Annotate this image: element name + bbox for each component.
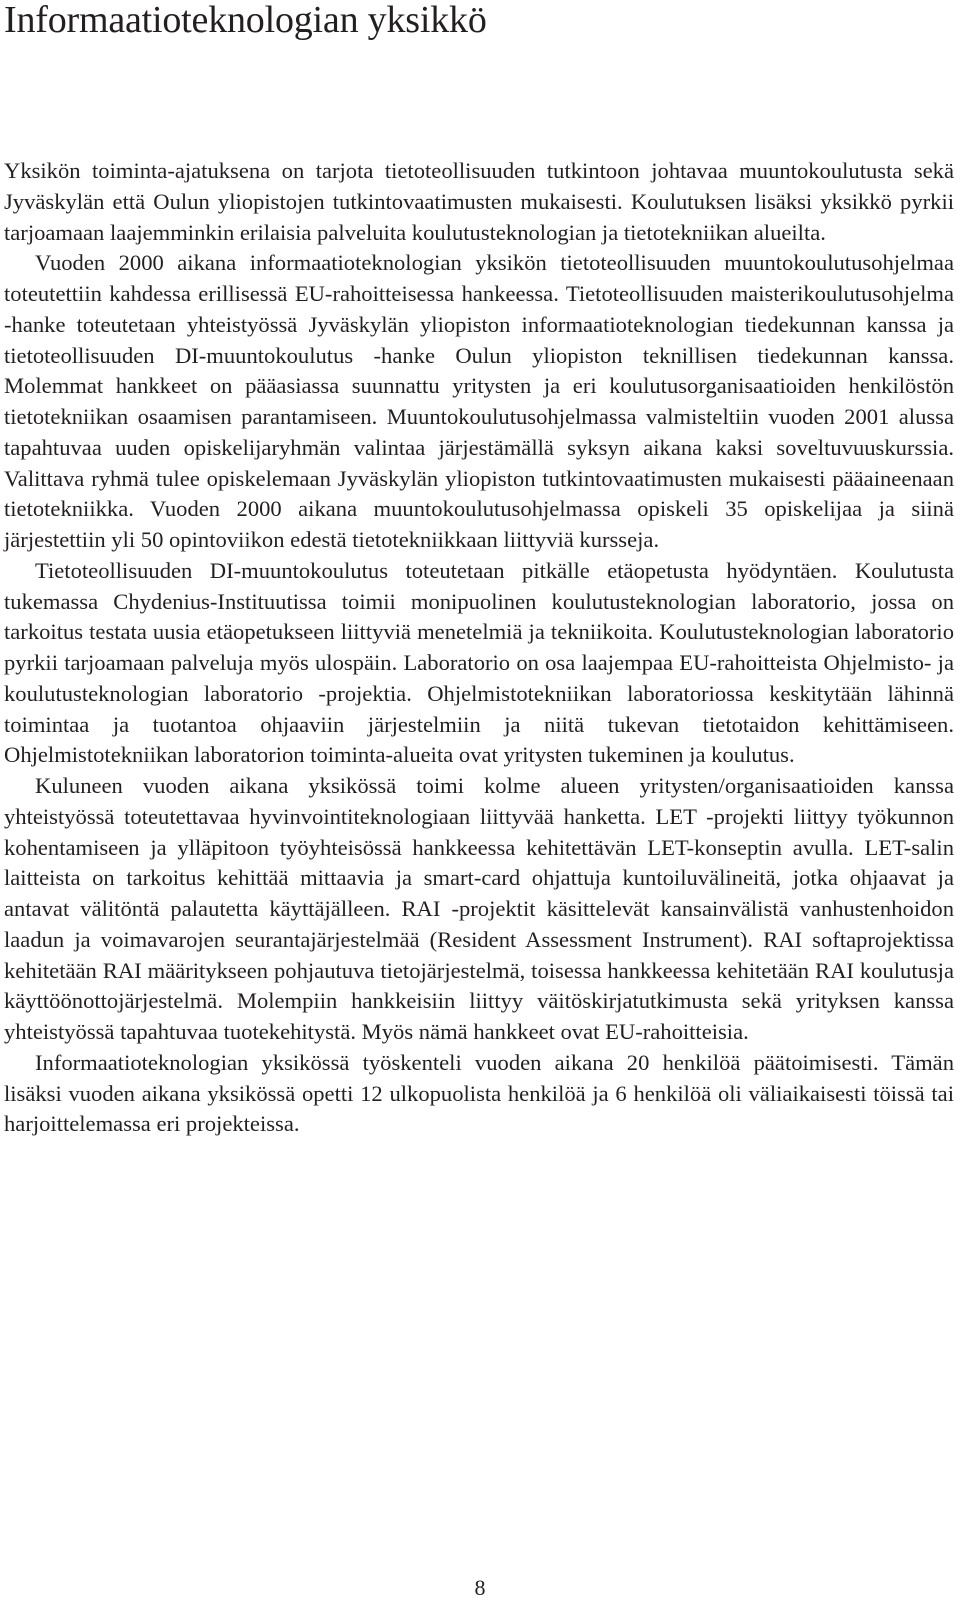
page-number: 8 xyxy=(474,1575,486,1600)
page-title: Informaatioteknologian yksikkö xyxy=(4,0,487,41)
paragraph-di-muuntokoulutus: Tietoteollisuuden DI-muuntokoulutus toteutetaan pitkälle etäopetusta hyödyntäen. Koulutusta tukemassa Chydenius-Instituutissa toimii monipuolinen koulutusteknologian laboratorio, jossa on tarkoitus testata uusia etäopetukseen liittyviä menetelmiä ja tekniikoita. Koulutusteknologian laboratorio pyrkii tarjoamaan palveluja myös ulospäin. Laboratorio on osa laajempaa EU-rahoitteista Ohjelmisto- ja koulutusteknologian laboratorio -projektia. Ohjelmistotekniikan laboratoriossa keskitytään lähinnä toimintaa ja tuotantoa ohjaaviin järjestelmiin ja niitä tukevan tietotaidon kehittämiseen. Ohjelmistotekniikan laboratorion toiminta-alueita ovat yritysten tukeminen ja koulutus. xyxy=(4,557,954,768)
paragraph-hyvinvointiteknologia: Kuluneen vuoden aikana yksikössä toimi kolme alueen yritysten/​organisaatioiden kanssa yhteistyössä toteutettavaa hyvinvointiteknologiaan liittyvää hanketta. LET -projekti liittyy työkunnon kohentamiseen ja ylläpitoon työyhteisössä hankkeessa kehitettävän LET-konseptin avulla. LET-salin laitteista on tarkoitus kehittää mittaavia ja smart-card ohjattuja kuntoiluvälineitä, jotka ohjaavat ja antavat välitöntä palautetta käyttäjälleen. RAI -projektit käsittelevät kansainvälistä vanhustenhoidon laadun ja voimavarojen seurantajärjestelmää (Resident Assessment Instrument). RAI softaprojektissa kehitetään RAI määritykseen pohjautuva tietojärjestelmä, toisessa hankkeessa kehitetään RAI koulutusja käyttöönottojärjestelmä. Molempiin hankkeisiin liittyy väitöskirjatutkimusta sekä yrityksen kanssa yhteistyössä tapahtuvaa tuotekehitystä. Myös nämä hankkeet ovat EU-rahoitteisia. xyxy=(4,773,954,1044)
paragraph-henkilosto: Informaatioteknologian yksikössä työskenteli vuoden aikana 20 henkilöä päätoimisesti. Tämän lisäksi vuoden aikana yksikössä opetti 12 ulkopuolista henkilöä ja 6 henkilöä oli väliaikaisesti töissä tai harjoittelemassa eri projekteissa. xyxy=(4,1049,954,1137)
body-text xyxy=(4,156,954,1140)
paragraph-intro: Yksikön toiminta-ajatuksena on tarjota tietoteollisuuden tutkintoon johtavaa muuntokoulutusta sekä Jyväskylän että Oulun yliopistojen tutkintovaatimusten mukaisesti. Koulutuksen lisäksi yksikkö pyrkii tarjoamaan laajemminkin erilaisia palveluita koulutusteknologian ja tietotekniikan alueilta. xyxy=(4,158,954,245)
paragraph-muuntokoulutus: Vuoden 2000 aikana informaatioteknologian yksikön tietoteollisuuden muuntokoulutusohjelmaa toteutettiin kahdessa erillisessä EU-rahoitteisessa hankeessa. Tietoteollisuuden maisterikoulutusohjelma -hanke toteutetaan yhteistyössä Jyväskylän yliopiston informaatioteknologian tiedekunnan kanssa ja tietoteollisuuden DI-muuntokoulutus -hanke Oulun yliopiston teknillisen tiedekunnan kanssa. Molemmat hankkeet on pääasiassa suunnattu yritysten ja eri koulutusorganisaatioiden henkilöstön tietotekniikan osaamisen parantamiseen. Muuntokoulutusohjelmassa valmisteltiin vuoden 2001 alussa tapahtuvaa uuden opiskelijaryhmän valintaa järjestämällä syksyn aikana kaksi soveltuvuuskurssia. Valittava ryhmä tulee opiskelemaan Jyväskylän yliopiston tutkintovaatimusten mukaisesti pääaineenaan tietotekniikka. Vuoden 2000 aikana muuntokoulutusohjelmassa opiskeli 35 opiskelijaa ja siinä järjestettiin yli 50 opintoviikon edestä tietotekniikkaan liittyviä kursseja. xyxy=(4,250,954,552)
